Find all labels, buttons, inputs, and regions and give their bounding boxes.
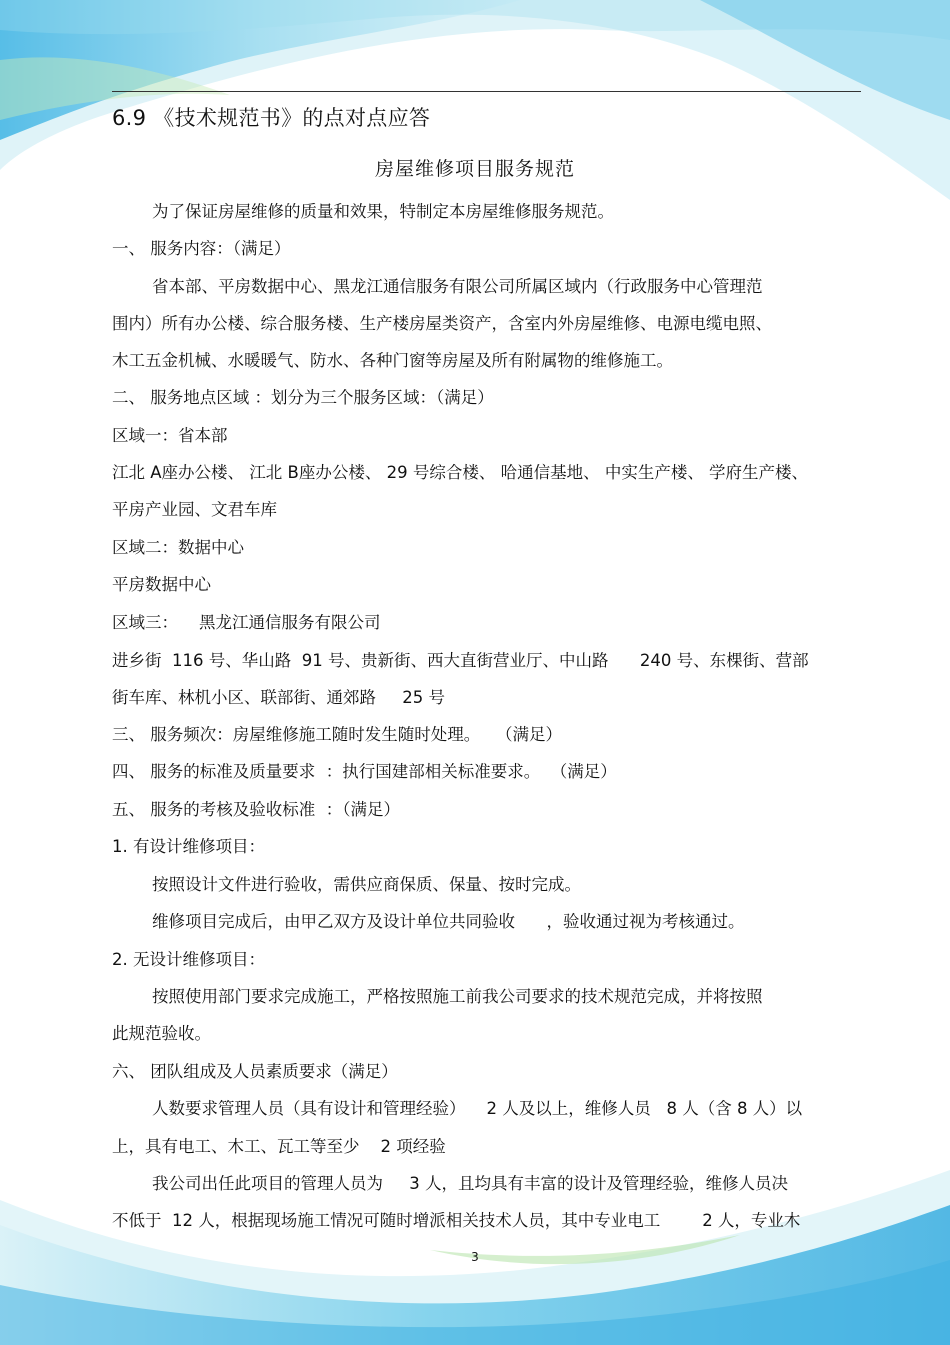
section-line: 六、 团队组成及人员素质要求（满足） [112,1062,398,1081]
paragraph-line: 不低于 12 人，根据现场施工情况可随时增派相关技术人员，其中专业电工 2 人，专业木 [112,1211,801,1230]
section-line: 二、 服务地点区域 ：划分为三个服务区域：（满足） [112,388,494,407]
subsection-line: 2. 无设计维修项目： [112,950,265,969]
document-title: 房屋维修项目服务规范 [374,158,575,180]
paragraph-line: 按照设计文件进行验收，需供应商保质、保量、按时完成。 [152,875,581,894]
paragraph-line: 区域三： 黑龙江通信服务有限公司 [112,613,381,632]
paragraph-line: 人数要求管理人员（具有设计和管理经验） 2 人及以上，维修人员 8 人（含 8 人）以 [152,1099,803,1118]
paragraph-line: 我公司出任此项目的管理人员为 3 人，且均具有丰富的设计及管理经验，维修人员决 [152,1174,788,1193]
header-rule [112,91,861,92]
section-line: 四、 服务的标准及质量要求 ：执行国建部相关标准要求。 （满足） [112,762,617,781]
paragraph-line: 上，具有电工、木工、瓦工等至少 2 项经验 [112,1137,446,1156]
paragraph-line: 街车库、林机小区、联部街、通郊路 25 号 [112,688,445,707]
section-line: 一、 服务内容：（满足） [112,239,291,258]
section-heading: 6.9 《技术规范书》的点对点应答 [112,106,431,130]
paragraph-line: 省本部、平房数据中心、黑龙江通信服务有限公司所属区域内（行政服务中心管理范 [152,277,763,296]
paragraph-line: 区域二：数据中心 [112,538,244,557]
paragraph-line: 江北 A座办公楼、 江北 B座办公楼、 29 号综合楼、 哈通信基地、 中实生产楼、 学府生产楼、 [112,463,809,482]
section-line: 三、 服务频次：房屋维修施工随时发生随时处理。 （满足） [112,725,562,744]
paragraph-line: 木工五金机械、水暖暖气、防水、各种门窗等房屋及所有附属物的维修施工。 [112,351,673,370]
subsection-line: 1. 有设计维修项目： [112,837,265,856]
paragraph-line: 为了保证房屋维修的质量和效果，特制定本房屋维修服务规范。 [152,202,614,221]
paragraph-line: 维修项目完成后，由甲乙双方及设计单位共同验收 ，验收通过视为考核通过。 [152,912,745,931]
paragraph-line: 按照使用部门要求完成施工，严格按照施工前我公司要求的技术规范完成，并将按照 [152,987,763,1006]
section-line: 五、 服务的考核及验收标准 ：（满足） [112,800,400,819]
paragraph-line: 区域一：省本部 [112,426,228,445]
paragraph-line: 此规范验收。 [112,1024,211,1043]
paragraph-line: 进乡街 116 号、华山路 91 号、贵新街、西大直街营业厅、中山路 240 号、东棵街、营部 [112,651,809,670]
paragraph-line: 围内）所有办公楼、综合服务楼、生产楼房屋类资产，含室内外房屋维修、电源电缆电照、 [112,314,772,333]
page-number: 3 [471,1250,479,1264]
paragraph-line: 平房产业园、文君车库 [112,500,277,519]
paragraph-line: 平房数据中心 [112,575,211,594]
